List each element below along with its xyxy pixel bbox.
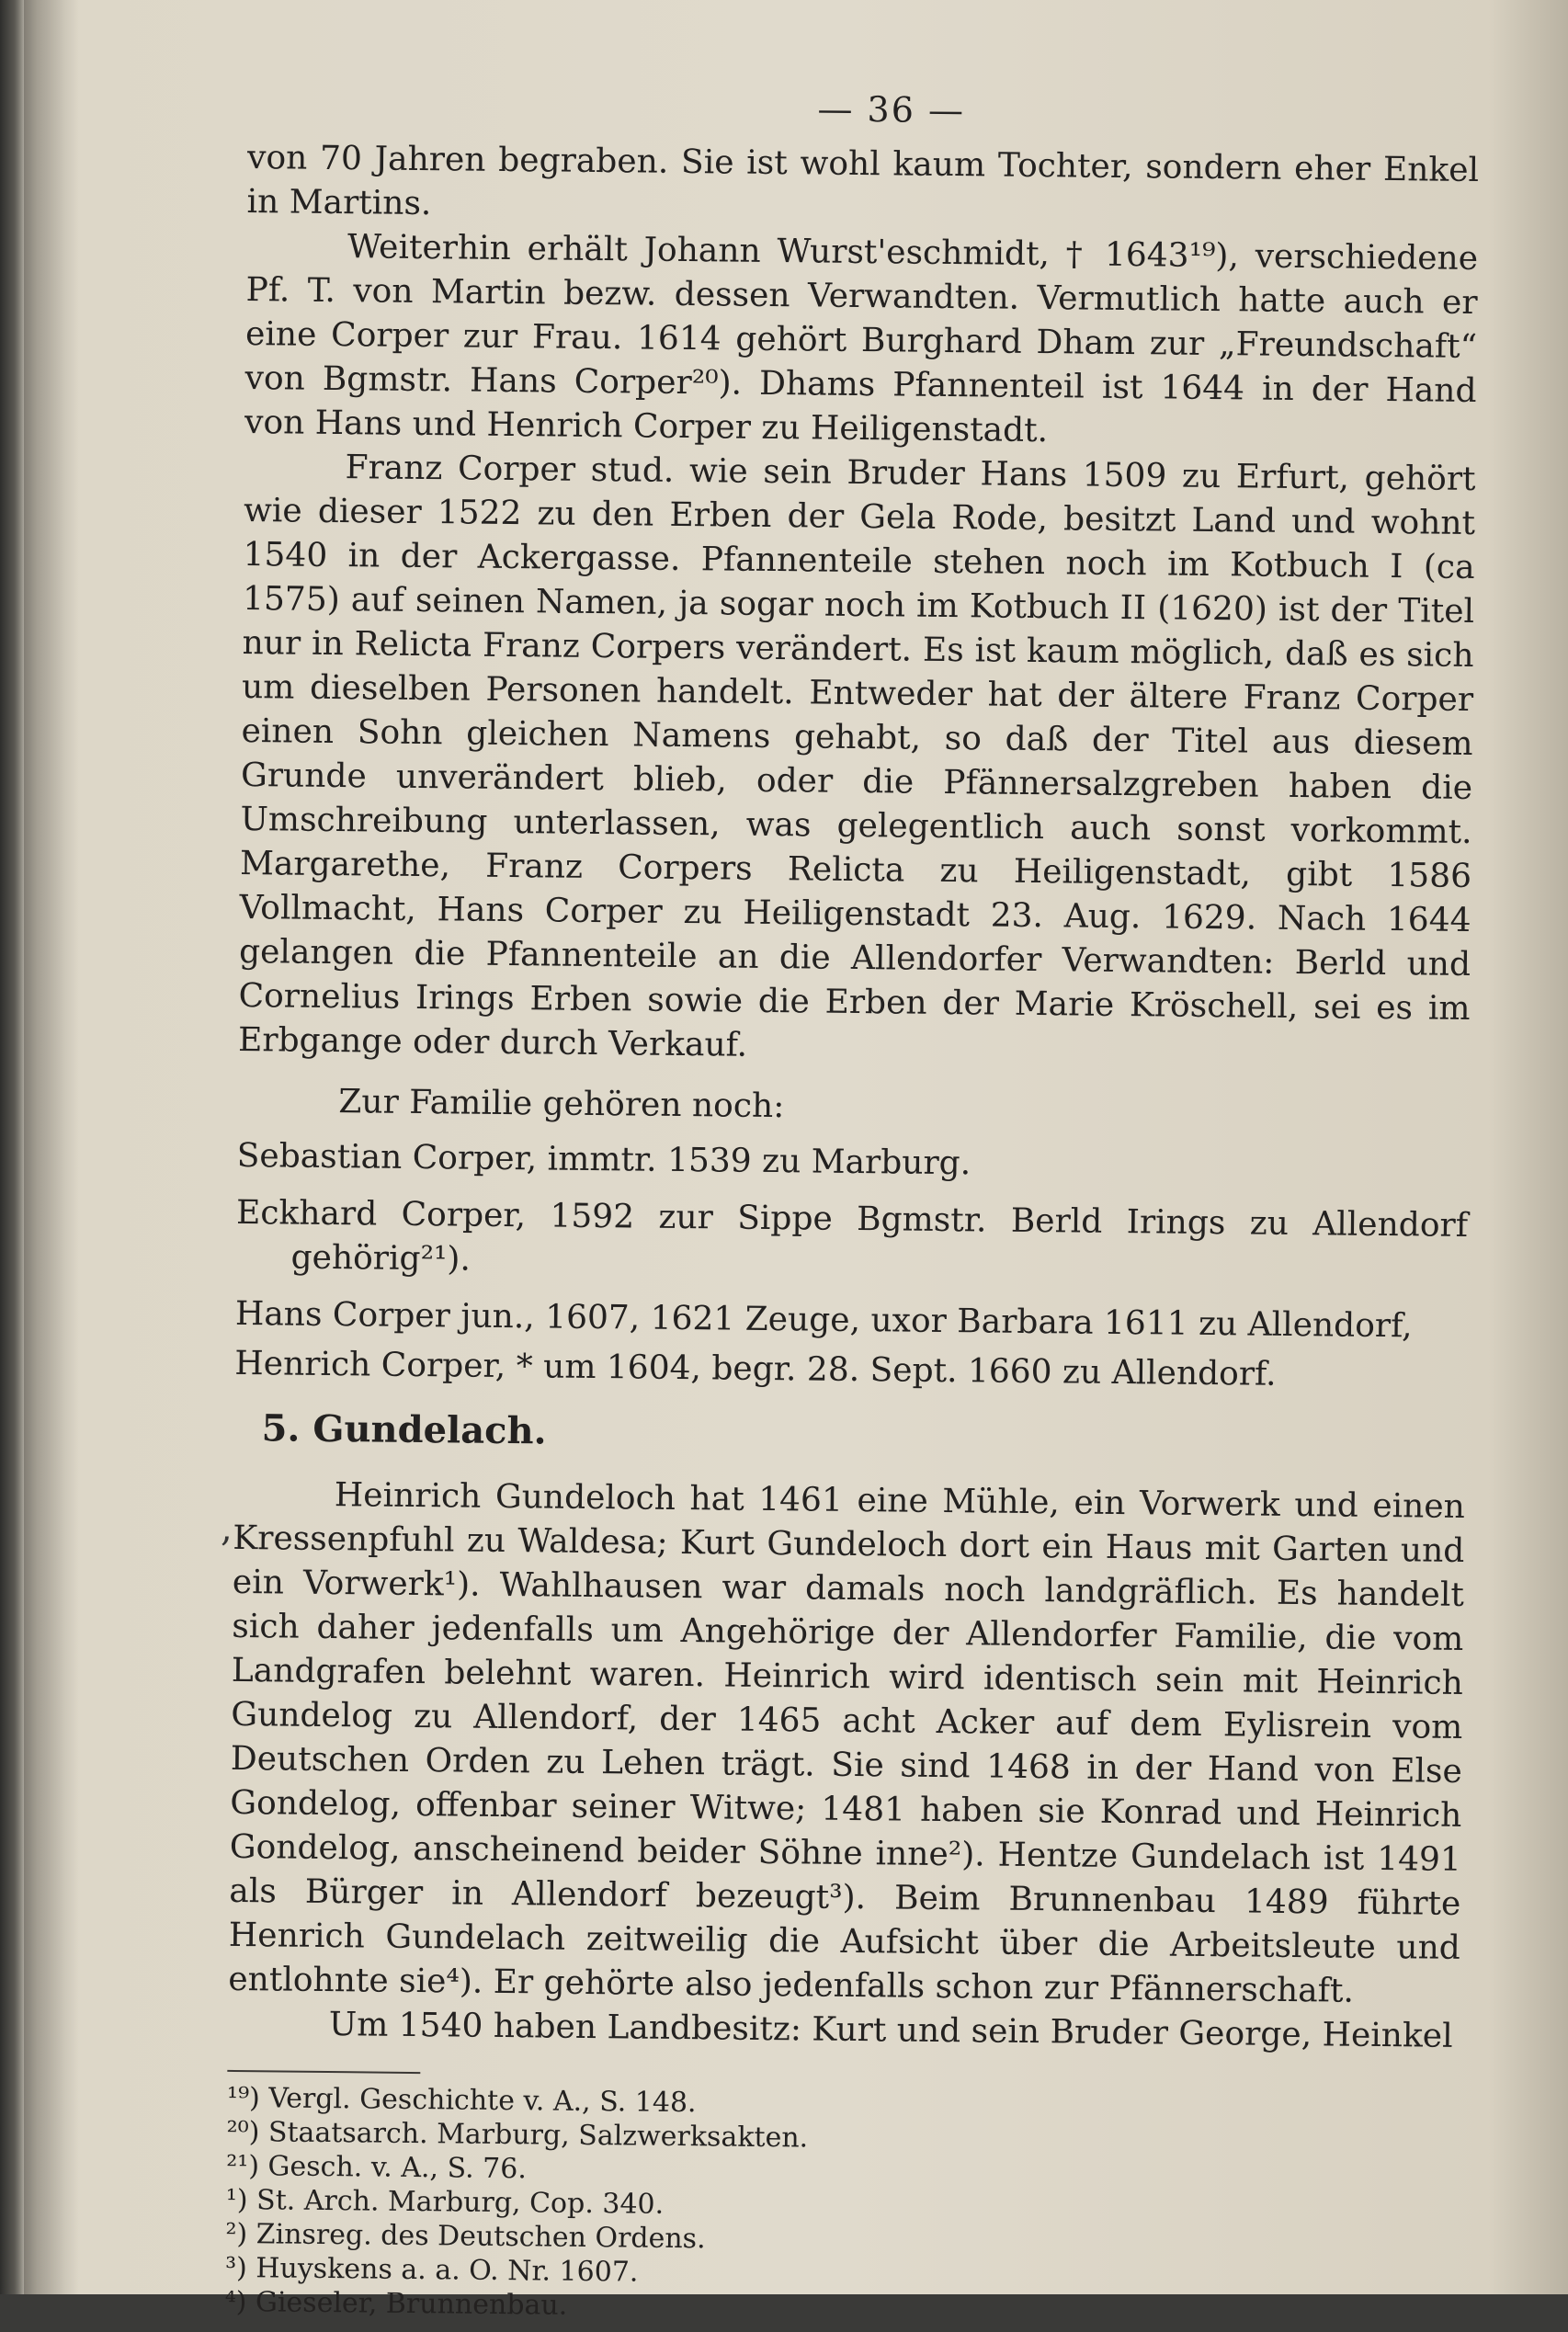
book-binding-shadow: [0, 0, 24, 2294]
family-intro: Zur Familie gehören noch:: [338, 1083, 785, 1126]
section-heading: 5. Gundelach.: [261, 1406, 547, 1453]
footnote: ²¹) Gesch. v. A., S. 76.: [226, 2149, 528, 2186]
footnote-rule: [227, 2070, 420, 2074]
margin-mark: ,: [221, 1507, 233, 1550]
paragraph-gundelach: Heinrich Gundeloch hat 1461 eine Mühle, ein Vorwerk und einen Kressenpfuhl zu Waldesa; Kurt Gundeloch dort ein Haus mit Garten und ein Vorwerk¹). Wahlhausen war damals noch landgräflich. Es handelt sich daher jedenfalls um Angehörige der Allendorfer Familie, die vom Landgrafen belehnt waren. Heinrich wird identisch sein mit Heinrich Gundelog zu Allendorf, der 1465 acht Acker auf dem Eylisrein vom Deutschen Orden zu Lehen trägt. Sie sind 1468 in der Hand von Else Gondelog, offenbar seiner Witwe; 1481 haben sie Konrad und Heinrich Gondelog, anscheinend beider Söhne inne²). Hentze Gundelach ist 1491 als Bürger in Allendorf bezeugt³). Beim Brunnenbau 1489 führte Henrich Gundelach zeitweilig die Aufsicht über die Arbeitsleute und entlohnte sie⁴). Er gehörte also jedenfalls schon zur Pfännerschaft.: [228, 1476, 1466, 2010]
footnotes: [225, 2081, 1460, 2332]
family-member: Henrich Corper, * um 1604, begr. 28. Sept. 1660 zu Allendorf.: [234, 1344, 1277, 1394]
footnote: ¹) St. Arch. Marburg, Cop. 340.: [225, 2183, 665, 2221]
paragraph-continuation: von 70 Jahren begraben. Sie ist wohl kaum Tochter, sondern eher Enkel in Martins.: [246, 138, 1480, 223]
paragraph-franz-corper: Franz Corper stud. wie sein Bruder Hans 1509 zu Erfurt, gehört wie dieser 1522 zu den Erben der Gela Rode, besitzt Land und wohnt 1540 in der Ackergasse. Pfannenteile stehen noch im Kotbuch I (ca 1575) auf seinen Namen, ja sogar noch im Kotbuch II (1620) ist der Titel nur in Relicta Franz Corpers verändert. Es ist kaum möglich, daß es sich um dieselben Personen handelt. Entweder hat der ältere Franz Corper einen Sohn gleichen Namens gehabt, so daß der Titel aus diesem Grunde unverändert blieb, oder die Pfännersalzgreben haben die Umschreibung unterlassen, was gelegentlich auch sonst vorkommt. Margarethe, Franz Corpers Relicta zu Heiligenstadt, gibt 1586 Vollmacht, Hans Corper zu Heiligenstadt 23. Aug. 1629. Nach 1644 gelangen die Pfannenteile an die Allendorfer Verwandten: Berld und Cornelius Irings Erben sowie die Erben der Marie Kröschell, sei es im Erbgange oder durch Verkauf.: [237, 449, 1476, 1064]
footnote: ²) Zinsreg. des Deutschen Ordens.: [225, 2217, 706, 2256]
gutter-shadow: [24, 0, 79, 2294]
page-number: — 36 —: [817, 88, 966, 131]
family-member: Hans Corper jun., 1607, 1621 Zeuge, uxor Barbara 1611 zu Allendorf,: [234, 1294, 1413, 1346]
footnote: ⁴) Gieseler, Brunnenbau.: [224, 2285, 568, 2322]
footnote: ²⁰) Staatsarch. Marburg, Salzwerksakten.: [226, 2115, 809, 2155]
footnote: ³) Huyskens a. a. O. Nr. 1607.: [224, 2251, 639, 2289]
paragraph-wurstschmidt: Weiterhin erhält Johann Wurst'eschmidt, † 1643¹⁹), verschiedene Pf. T. von Martin bezw. dessen Verwandten. Vermutlich hatte auch er eine Corper zur Frau. 1614 gehört Burghard Dham zur „Freundschaft“ von Bgmstr. Hans Corper²⁰). Dhams Pfannenteil ist 1644 in der Hand von Hans und Henrich Corper zu Heiligenstadt.: [244, 228, 1479, 450]
paragraph-landbesitz: Um 1540 haben Landbesitz: Kurt und sein Bruder George, Heinkel: [328, 2006, 1453, 2055]
page-content: [225, 81, 1480, 2332]
family-member: Eckhard Corper, 1592 zur Sippe Bgmstr. Berld Irings zu Allendorf gehörig²¹).: [235, 1193, 1469, 1279]
family-member: Sebastian Corper, immtr. 1539 zu Marburg.: [236, 1136, 971, 1183]
footnote: ¹⁹) Vergl. Geschichte v. A., S. 148.: [226, 2081, 697, 2120]
